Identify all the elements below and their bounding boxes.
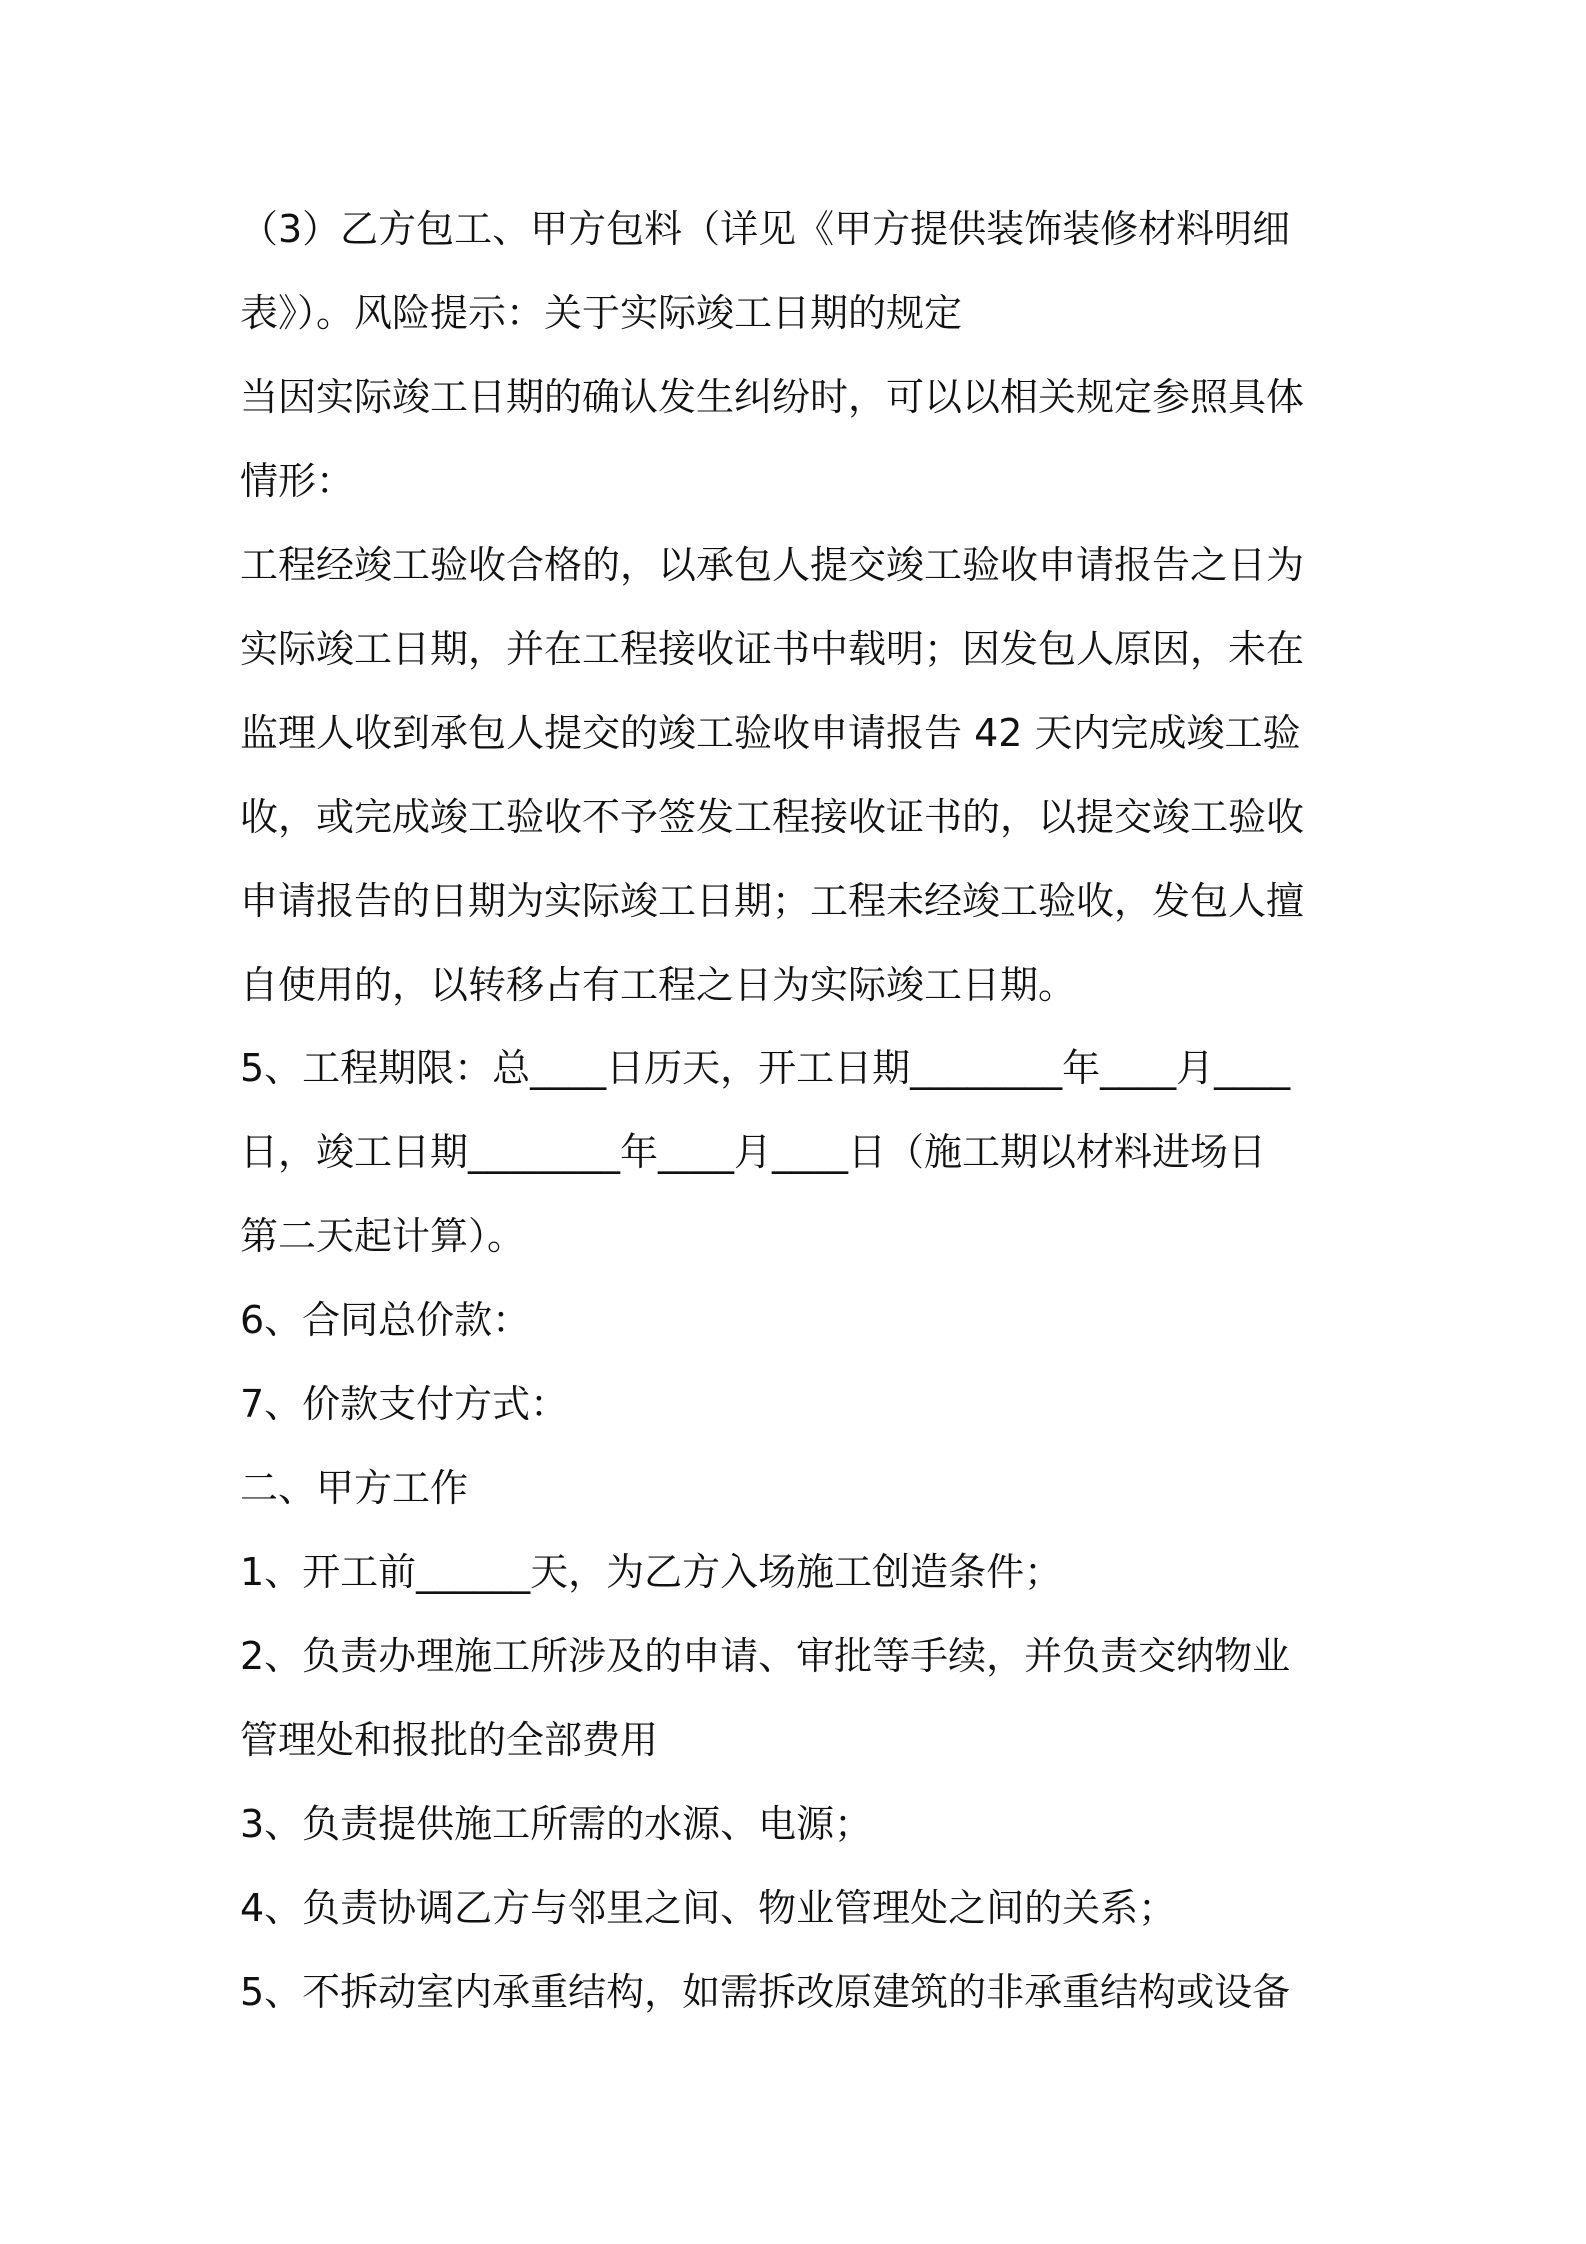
paragraph-line: 1、开工前______天，为乙方入场施工创造条件； [240, 1550, 1063, 1594]
paragraph-line: 4、负责协调乙方与邻里之间、物业管理处之间的关系； [240, 1886, 1177, 1930]
paragraph-line: 情形： [240, 459, 355, 503]
paragraph-line: 5、工程期限：总____日历天，开工日期________年____月____ [240, 1046, 1291, 1090]
paragraph-line: 第二天起计算）。 [240, 1214, 526, 1258]
paragraph-line: 工程经竣工验收合格的，以承包人提交竣工验收申请报告之日为 [240, 543, 1305, 587]
paragraph-line: 监理人收到承包人提交的竣工验收申请报告 42 天内完成竣工验 [240, 711, 1301, 755]
paragraph-line: 申请报告的日期为实际竣工日期；工程未经竣工验收，发包人擅 [240, 879, 1305, 923]
paragraph-line: 7、价款支付方式： [240, 1382, 569, 1426]
paragraph-line: 自使用的，以转移占有工程之日为实际竣工日期。 [240, 963, 1077, 1007]
paragraph-line: 收，或完成竣工验收不予签发工程接收证书的，以提交竣工验收 [240, 795, 1305, 839]
paragraph-line: 5、不拆动室内承重结构，如需拆改原建筑的非承重结构或设备 [240, 1970, 1291, 2014]
paragraph-line: 实际竣工日期，并在工程接收证书中载明；因发包人原因，未在 [240, 627, 1305, 671]
paragraph-line: 当因实际竣工日期的确认发生纠纷时，可以以相关规定参照具体 [240, 375, 1305, 419]
paragraph-line: 6、合同总价款： [240, 1298, 531, 1342]
paragraph-line: 2、负责办理施工所涉及的申请、审批等手续，并负责交纳物业 [240, 1634, 1291, 1678]
section-heading: 二、甲方工作 [240, 1466, 469, 1510]
paragraph-line: 日，竣工日期________年____月____日（施工期以材料进场日 [240, 1130, 1267, 1174]
paragraph-line: 3、负责提供施工所需的水源、电源； [240, 1802, 873, 1846]
paragraph-line: 表》）。风险提示：关于实际竣工日期的规定 [240, 291, 963, 335]
paragraph-line: （3）乙方包工、甲方包料（详见《甲方提供装饰装修材料明细 [240, 207, 1291, 251]
paragraph-line: 管理处和报批的全部费用 [240, 1718, 659, 1762]
